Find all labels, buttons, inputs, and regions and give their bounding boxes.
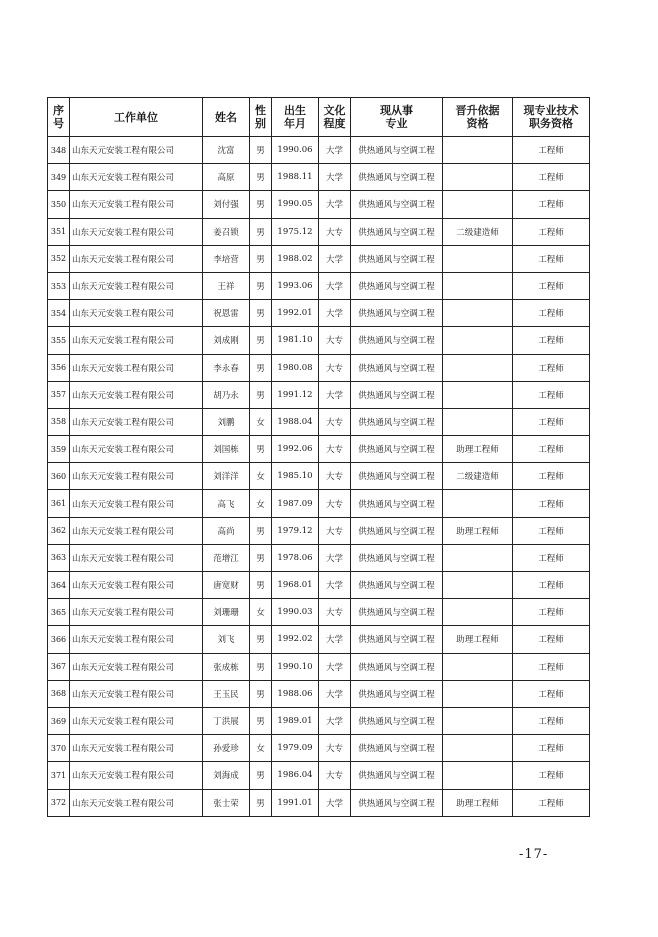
cell-gender: 男 — [250, 544, 272, 571]
cell-qualification: 工程师 — [513, 789, 590, 816]
header-gender — [250, 98, 272, 137]
cell-major: 供热通风与空调工程 — [351, 626, 443, 653]
cell-major: 供热通风与空调工程 — [351, 490, 443, 517]
cell-gender: 男 — [250, 626, 272, 653]
header-education-line1: 文化 — [323, 104, 346, 117]
cell-unit: 山东天元安装工程有限公司 — [70, 789, 203, 816]
cell-education: 大专 — [319, 762, 351, 789]
cell-education: 大学 — [319, 137, 351, 164]
cell-birth: 1990.06 — [272, 137, 319, 164]
cell-gender: 男 — [250, 517, 272, 544]
cell-basis — [443, 762, 513, 789]
cell-name: 孙爱珍 — [203, 735, 250, 762]
cell-birth: 1981.10 — [272, 327, 319, 354]
header-major-line2: 专业 — [385, 117, 408, 130]
cell-qualification: 工程师 — [513, 436, 590, 463]
cell-major: 供热通风与空调工程 — [351, 789, 443, 816]
cell-seq: 363 — [48, 544, 70, 571]
cell-unit: 山东天元安装工程有限公司 — [70, 300, 203, 327]
cell-major: 供热通风与空调工程 — [351, 354, 443, 381]
cell-birth: 1979.12 — [272, 517, 319, 544]
cell-education: 大学 — [319, 544, 351, 571]
cell-major: 供热通风与空调工程 — [351, 245, 443, 272]
cell-unit: 山东天元安装工程有限公司 — [70, 408, 203, 435]
cell-education: 大学 — [319, 789, 351, 816]
cell-birth: 1991.01 — [272, 789, 319, 816]
table-row — [48, 789, 590, 816]
table-row — [48, 707, 590, 734]
cell-seq: 366 — [48, 626, 70, 653]
cell-gender: 男 — [250, 653, 272, 680]
cell-birth: 1988.11 — [272, 164, 319, 191]
header-gender-line2: 别 — [255, 117, 266, 130]
cell-seq: 371 — [48, 762, 70, 789]
cell-name: 唐宽财 — [203, 572, 250, 599]
cell-seq: 364 — [48, 572, 70, 599]
cell-major: 供热通风与空调工程 — [351, 218, 443, 245]
cell-education: 大专 — [319, 735, 351, 762]
cell-education: 大学 — [319, 191, 351, 218]
table-row — [48, 544, 590, 571]
cell-name: 李培营 — [203, 245, 250, 272]
cell-name: 祝恩雷 — [203, 300, 250, 327]
cell-unit: 山东天元安装工程有限公司 — [70, 381, 203, 408]
table-row — [48, 599, 590, 626]
cell-birth: 1985.10 — [272, 463, 319, 490]
cell-qualification: 工程师 — [513, 599, 590, 626]
header-qualification — [513, 98, 590, 137]
cell-qualification: 工程师 — [513, 707, 590, 734]
header-basis-line2: 资格 — [466, 117, 489, 130]
header-gender-line1: 性 — [255, 104, 266, 117]
cell-seq: 354 — [48, 300, 70, 327]
cell-qualification: 工程师 — [513, 354, 590, 381]
cell-basis — [443, 191, 513, 218]
cell-birth: 1988.02 — [272, 245, 319, 272]
cell-name: 刘付强 — [203, 191, 250, 218]
cell-name: 王玉民 — [203, 680, 250, 707]
personnel-table — [47, 97, 590, 817]
cell-qualification: 工程师 — [513, 191, 590, 218]
table-row — [48, 735, 590, 762]
cell-name: 高飞 — [203, 490, 250, 517]
cell-seq: 355 — [48, 327, 70, 354]
cell-name: 刘飞 — [203, 626, 250, 653]
cell-birth: 1988.06 — [272, 680, 319, 707]
table-row — [48, 762, 590, 789]
cell-gender: 男 — [250, 245, 272, 272]
cell-unit: 山东天元安装工程有限公司 — [70, 517, 203, 544]
header-row — [48, 98, 590, 137]
cell-gender: 男 — [250, 762, 272, 789]
cell-qualification: 工程师 — [513, 762, 590, 789]
header-major — [351, 98, 443, 137]
cell-gender: 男 — [250, 164, 272, 191]
cell-name: 刘海成 — [203, 762, 250, 789]
cell-unit: 山东天元安装工程有限公司 — [70, 164, 203, 191]
cell-basis — [443, 408, 513, 435]
cell-major: 供热通风与空调工程 — [351, 327, 443, 354]
cell-seq: 365 — [48, 599, 70, 626]
cell-birth: 1987.09 — [272, 490, 319, 517]
cell-unit: 山东天元安装工程有限公司 — [70, 436, 203, 463]
cell-unit: 山东天元安装工程有限公司 — [70, 707, 203, 734]
cell-qualification: 工程师 — [513, 327, 590, 354]
cell-birth: 1980.08 — [272, 354, 319, 381]
cell-basis: 助理工程师 — [443, 517, 513, 544]
cell-unit: 山东天元安装工程有限公司 — [70, 735, 203, 762]
header-birth-line1: 出生 — [284, 104, 306, 117]
table-row — [48, 490, 590, 517]
cell-education: 大学 — [319, 300, 351, 327]
cell-unit: 山东天元安装工程有限公司 — [70, 490, 203, 517]
cell-major: 供热通风与空调工程 — [351, 436, 443, 463]
header-seq — [48, 98, 70, 137]
cell-name: 高尚 — [203, 517, 250, 544]
cell-education: 大专 — [319, 218, 351, 245]
cell-unit: 山东天元安装工程有限公司 — [70, 599, 203, 626]
table-row — [48, 408, 590, 435]
cell-basis — [443, 544, 513, 571]
cell-education: 大学 — [319, 653, 351, 680]
cell-unit: 山东天元安装工程有限公司 — [70, 191, 203, 218]
header-education — [319, 98, 351, 137]
table-row — [48, 272, 590, 299]
cell-name: 高原 — [203, 164, 250, 191]
cell-education: 大专 — [319, 436, 351, 463]
header-birth-line2: 年月 — [284, 117, 306, 130]
cell-seq: 369 — [48, 707, 70, 734]
cell-major: 供热通风与空调工程 — [351, 191, 443, 218]
cell-qualification: 工程师 — [513, 245, 590, 272]
cell-gender: 男 — [250, 707, 272, 734]
cell-major: 供热通风与空调工程 — [351, 272, 443, 299]
cell-education: 大学 — [319, 680, 351, 707]
cell-unit: 山东天元安装工程有限公司 — [70, 463, 203, 490]
table-row — [48, 572, 590, 599]
cell-qualification: 工程师 — [513, 300, 590, 327]
cell-gender: 男 — [250, 191, 272, 218]
cell-gender: 男 — [250, 327, 272, 354]
cell-seq: 357 — [48, 381, 70, 408]
personnel-table-container — [47, 97, 589, 817]
cell-qualification: 工程师 — [513, 218, 590, 245]
cell-education: 大学 — [319, 272, 351, 299]
cell-seq: 351 — [48, 218, 70, 245]
cell-basis — [443, 245, 513, 272]
cell-qualification: 工程师 — [513, 164, 590, 191]
header-seq-line2: 号 — [53, 117, 64, 130]
cell-qualification: 工程师 — [513, 517, 590, 544]
cell-major: 供热通风与空调工程 — [351, 653, 443, 680]
cell-major: 供热通风与空调工程 — [351, 544, 443, 571]
cell-gender: 男 — [250, 137, 272, 164]
cell-gender: 女 — [250, 599, 272, 626]
cell-birth: 1986.04 — [272, 762, 319, 789]
cell-major: 供热通风与空调工程 — [351, 517, 443, 544]
cell-qualification: 工程师 — [513, 680, 590, 707]
table-row — [48, 436, 590, 463]
table-row — [48, 626, 590, 653]
cell-education: 大专 — [319, 599, 351, 626]
cell-name: 姜召锁 — [203, 218, 250, 245]
table-header — [48, 98, 590, 137]
cell-birth: 1993.06 — [272, 272, 319, 299]
cell-name: 张成栋 — [203, 653, 250, 680]
cell-major: 供热通风与空调工程 — [351, 408, 443, 435]
cell-education: 大专 — [319, 490, 351, 517]
cell-name: 刘珊珊 — [203, 599, 250, 626]
cell-education: 大学 — [319, 626, 351, 653]
cell-seq: 362 — [48, 517, 70, 544]
cell-unit: 山东天元安装工程有限公司 — [70, 572, 203, 599]
cell-seq: 359 — [48, 436, 70, 463]
cell-major: 供热通风与空调工程 — [351, 300, 443, 327]
cell-seq: 368 — [48, 680, 70, 707]
cell-basis — [443, 680, 513, 707]
cell-birth: 1990.05 — [272, 191, 319, 218]
cell-major: 供热通风与空调工程 — [351, 164, 443, 191]
cell-name: 胡乃永 — [203, 381, 250, 408]
cell-birth: 1992.01 — [272, 300, 319, 327]
cell-seq: 356 — [48, 354, 70, 381]
cell-basis — [443, 381, 513, 408]
cell-name: 刘洋洋 — [203, 463, 250, 490]
table-row — [48, 463, 590, 490]
cell-gender: 女 — [250, 463, 272, 490]
cell-qualification: 工程师 — [513, 572, 590, 599]
cell-basis — [443, 164, 513, 191]
cell-education: 大专 — [319, 354, 351, 381]
table-row — [48, 517, 590, 544]
cell-education: 大专 — [319, 463, 351, 490]
cell-education: 大学 — [319, 245, 351, 272]
cell-qualification: 工程师 — [513, 272, 590, 299]
header-qualification-line2: 职务资格 — [529, 117, 573, 130]
header-seq-line1: 序 — [53, 104, 64, 117]
header-unit: 工作单位 — [70, 98, 203, 137]
cell-gender: 男 — [250, 218, 272, 245]
header-basis — [443, 98, 513, 137]
cell-basis — [443, 300, 513, 327]
cell-basis: 助理工程师 — [443, 436, 513, 463]
header-education-line2: 程度 — [323, 117, 346, 130]
header-basis-line1: 晋升依据 — [455, 104, 500, 117]
cell-basis — [443, 490, 513, 517]
cell-name: 范增江 — [203, 544, 250, 571]
cell-qualification: 工程师 — [513, 408, 590, 435]
table-row — [48, 218, 590, 245]
table-row — [48, 653, 590, 680]
table-row — [48, 300, 590, 327]
cell-unit: 山东天元安装工程有限公司 — [70, 137, 203, 164]
cell-birth: 1990.10 — [272, 653, 319, 680]
cell-basis: 二级建造师 — [443, 218, 513, 245]
cell-seq: 360 — [48, 463, 70, 490]
cell-name: 张士荣 — [203, 789, 250, 816]
cell-major: 供热通风与空调工程 — [351, 381, 443, 408]
cell-basis — [443, 653, 513, 680]
cell-seq: 361 — [48, 490, 70, 517]
cell-seq: 358 — [48, 408, 70, 435]
cell-gender: 女 — [250, 408, 272, 435]
cell-major: 供热通风与空调工程 — [351, 707, 443, 734]
cell-basis — [443, 599, 513, 626]
cell-education: 大专 — [319, 327, 351, 354]
cell-basis: 助理工程师 — [443, 789, 513, 816]
cell-education: 大学 — [319, 707, 351, 734]
cell-birth: 1975.12 — [272, 218, 319, 245]
cell-major: 供热通风与空调工程 — [351, 463, 443, 490]
cell-birth: 1968.01 — [272, 572, 319, 599]
cell-gender: 男 — [250, 381, 272, 408]
table-row — [48, 164, 590, 191]
cell-qualification: 工程师 — [513, 653, 590, 680]
cell-qualification: 工程师 — [513, 490, 590, 517]
cell-gender: 男 — [250, 354, 272, 381]
cell-birth: 1989.01 — [272, 707, 319, 734]
table-row — [48, 680, 590, 707]
cell-birth: 1978.06 — [272, 544, 319, 571]
cell-name: 王祥 — [203, 272, 250, 299]
page-number: -17- — [519, 847, 549, 862]
cell-major: 供热通风与空调工程 — [351, 680, 443, 707]
cell-birth: 1991.12 — [272, 381, 319, 408]
cell-basis — [443, 735, 513, 762]
table-body — [48, 137, 590, 817]
cell-education: 大专 — [319, 517, 351, 544]
cell-unit: 山东天元安装工程有限公司 — [70, 245, 203, 272]
cell-gender: 男 — [250, 300, 272, 327]
table-row — [48, 191, 590, 218]
cell-name: 沈富 — [203, 137, 250, 164]
header-major-line1: 现从事 — [380, 104, 413, 117]
cell-unit: 山东天元安装工程有限公司 — [70, 544, 203, 571]
cell-education: 大学 — [319, 572, 351, 599]
cell-seq: 349 — [48, 164, 70, 191]
cell-name: 李永春 — [203, 354, 250, 381]
cell-unit: 山东天元安装工程有限公司 — [70, 680, 203, 707]
cell-seq: 367 — [48, 653, 70, 680]
cell-birth: 1979.09 — [272, 735, 319, 762]
cell-basis: 二级建造师 — [443, 463, 513, 490]
cell-unit: 山东天元安装工程有限公司 — [70, 354, 203, 381]
cell-gender: 男 — [250, 436, 272, 463]
cell-basis — [443, 137, 513, 164]
cell-basis — [443, 354, 513, 381]
cell-basis — [443, 572, 513, 599]
cell-unit: 山东天元安装工程有限公司 — [70, 327, 203, 354]
cell-seq: 348 — [48, 137, 70, 164]
header-birth — [272, 98, 319, 137]
cell-seq: 372 — [48, 789, 70, 816]
cell-birth: 1988.04 — [272, 408, 319, 435]
cell-unit: 山东天元安装工程有限公司 — [70, 218, 203, 245]
cell-major: 供热通风与空调工程 — [351, 572, 443, 599]
table-row — [48, 381, 590, 408]
header-qualification-line1: 现专业技术 — [523, 104, 579, 117]
cell-gender: 男 — [250, 572, 272, 599]
cell-seq: 350 — [48, 191, 70, 218]
cell-name: 丁洪展 — [203, 707, 250, 734]
cell-unit: 山东天元安装工程有限公司 — [70, 762, 203, 789]
cell-major: 供热通风与空调工程 — [351, 735, 443, 762]
cell-seq: 352 — [48, 245, 70, 272]
cell-birth: 1992.06 — [272, 436, 319, 463]
cell-education: 大学 — [319, 164, 351, 191]
cell-major: 供热通风与空调工程 — [351, 599, 443, 626]
cell-name: 刘国栋 — [203, 436, 250, 463]
cell-name: 刘成刚 — [203, 327, 250, 354]
table-row — [48, 137, 590, 164]
cell-unit: 山东天元安装工程有限公司 — [70, 626, 203, 653]
cell-education: 大专 — [319, 408, 351, 435]
cell-name: 刘鹏 — [203, 408, 250, 435]
cell-unit: 山东天元安装工程有限公司 — [70, 272, 203, 299]
cell-qualification: 工程师 — [513, 137, 590, 164]
cell-education: 大学 — [319, 381, 351, 408]
cell-basis — [443, 707, 513, 734]
cell-seq: 370 — [48, 735, 70, 762]
cell-seq: 353 — [48, 272, 70, 299]
cell-qualification: 工程师 — [513, 463, 590, 490]
cell-qualification: 工程师 — [513, 626, 590, 653]
cell-major: 供热通风与空调工程 — [351, 762, 443, 789]
cell-qualification: 工程师 — [513, 735, 590, 762]
cell-basis — [443, 327, 513, 354]
cell-qualification: 工程师 — [513, 381, 590, 408]
cell-qualification: 工程师 — [513, 544, 590, 571]
cell-gender: 男 — [250, 680, 272, 707]
cell-birth: 1990.03 — [272, 599, 319, 626]
header-name: 姓名 — [203, 98, 250, 137]
cell-basis: 助理工程师 — [443, 626, 513, 653]
cell-birth: 1992.02 — [272, 626, 319, 653]
cell-unit: 山东天元安装工程有限公司 — [70, 653, 203, 680]
cell-basis — [443, 272, 513, 299]
cell-gender: 男 — [250, 789, 272, 816]
cell-gender: 男 — [250, 272, 272, 299]
table-row — [48, 245, 590, 272]
cell-gender: 女 — [250, 490, 272, 517]
table-row — [48, 327, 590, 354]
cell-major: 供热通风与空调工程 — [351, 137, 443, 164]
table-row — [48, 354, 590, 381]
cell-gender: 女 — [250, 735, 272, 762]
